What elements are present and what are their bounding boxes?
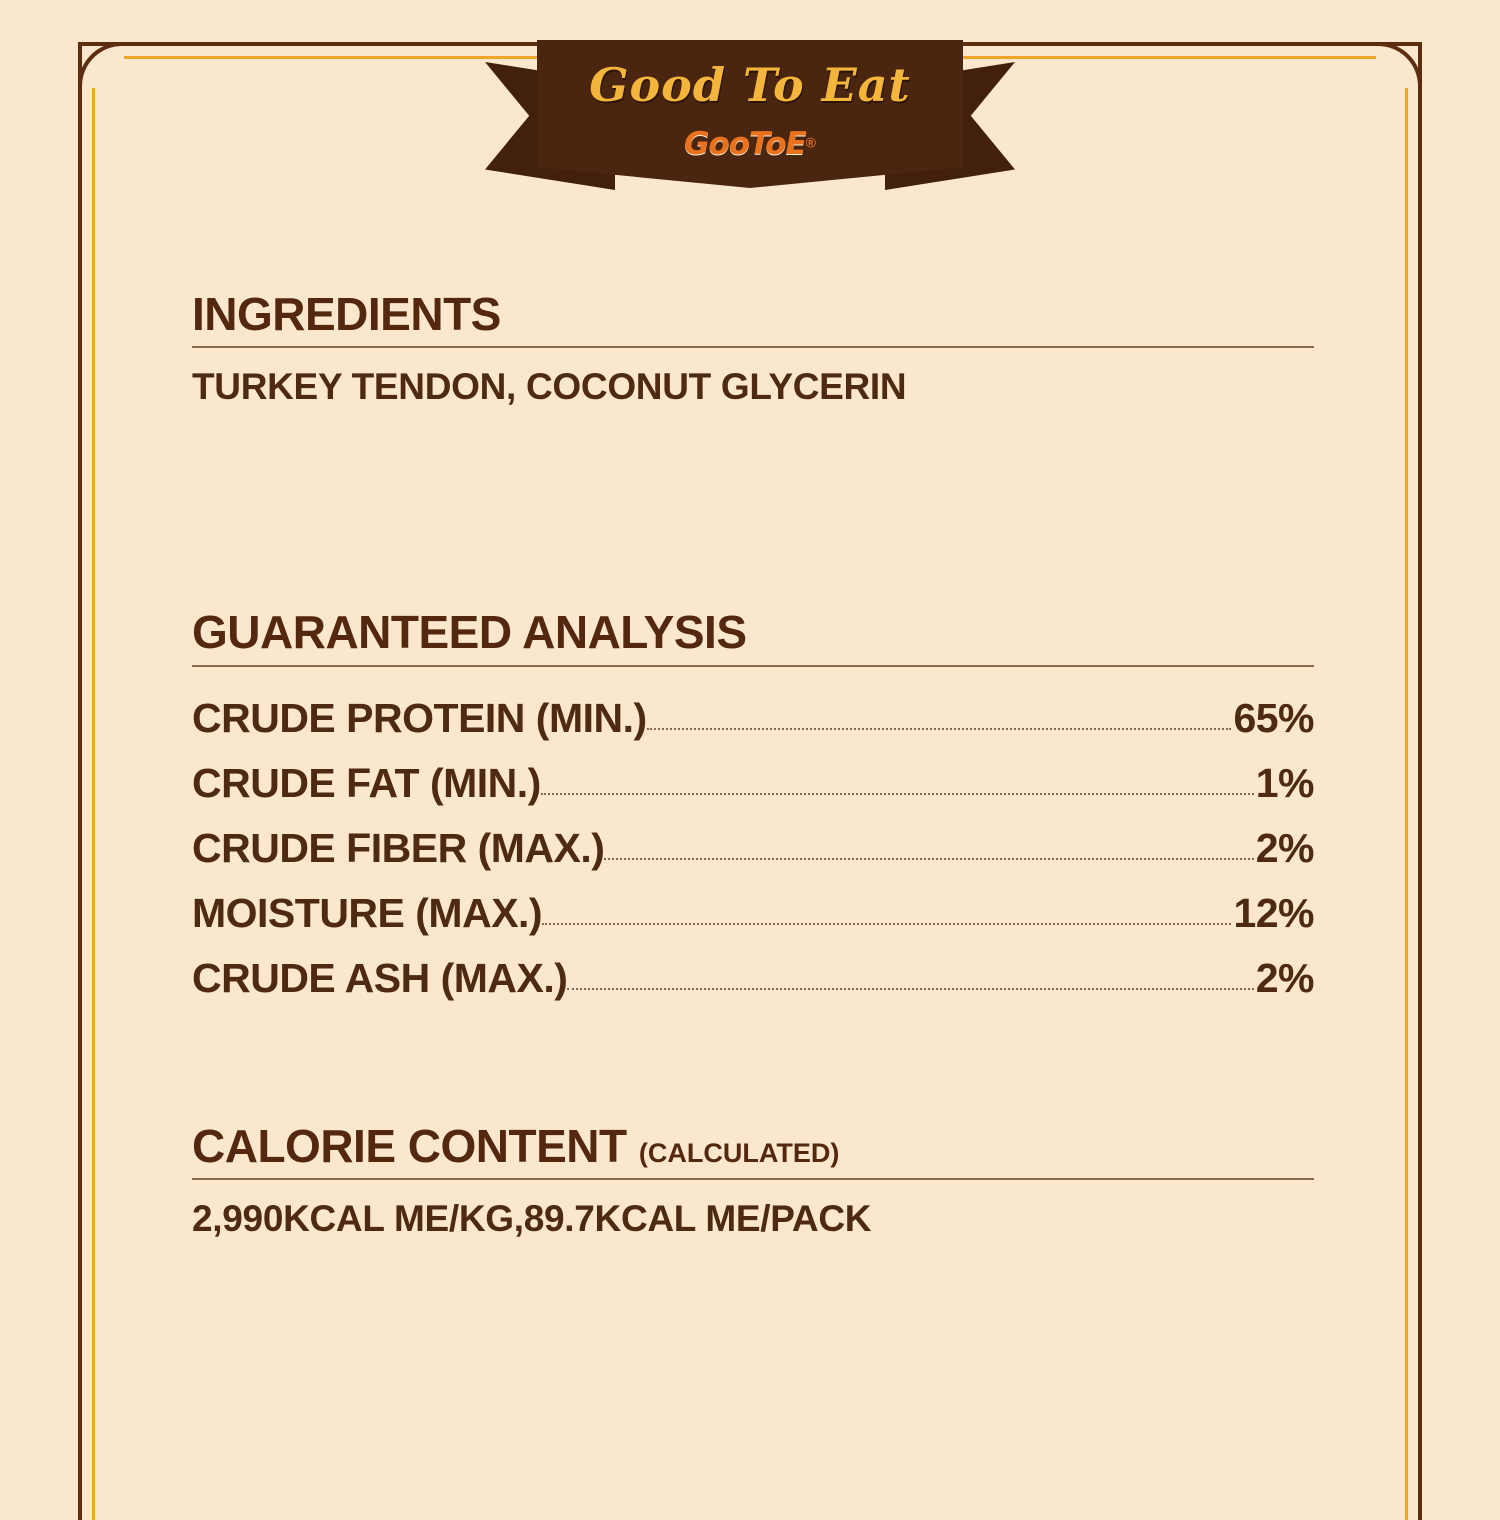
analysis-row <box>192 955 1314 1002</box>
section-ingredients <box>192 290 1314 408</box>
ribbon-shape <box>485 40 1015 200</box>
analysis-value: 2% <box>1255 824 1314 871</box>
analysis-value: 2% <box>1255 954 1314 1001</box>
leader-dots <box>647 727 1232 730</box>
leader-dots <box>604 857 1253 860</box>
analysis-value: 1% <box>1255 759 1314 806</box>
brand-script-name: Good To Eat <box>589 58 911 112</box>
spacer-after-ingredients <box>192 408 1314 608</box>
analysis-row <box>192 695 1314 742</box>
section-guaranteed-analysis <box>192 608 1314 1001</box>
analysis-value: 12% <box>1233 889 1314 936</box>
leader-dots <box>567 987 1253 990</box>
analysis-row <box>192 890 1314 937</box>
guaranteed-analysis-rows <box>192 667 1314 1002</box>
brand-mark-text: GooToE <box>684 126 806 162</box>
spacer-after-analysis <box>192 1002 1314 1122</box>
analysis-label: CRUDE ASH (MAX.) <box>192 954 568 1001</box>
analysis-row <box>192 825 1314 872</box>
ingredients-body: TURKEY TENDON, COCONUT GLYCERIN <box>192 366 907 408</box>
analysis-row <box>192 760 1314 807</box>
calorie-content-heading-suffix: (CALCULATED) <box>638 1137 840 1168</box>
label-content <box>192 290 1314 1240</box>
guaranteed-analysis-heading: GUARANTEED ANALYSIS <box>192 608 1314 666</box>
brand-ribbon <box>0 40 1500 210</box>
section-calorie-content <box>192 1119 1314 1240</box>
analysis-label: CRUDE FIBER (MAX.) <box>192 824 605 871</box>
leader-dots <box>542 922 1231 925</box>
analysis-value: 65% <box>1233 694 1314 741</box>
calorie-content-heading <box>192 1119 1314 1180</box>
analysis-label: MOISTURE (MAX.) <box>192 889 543 936</box>
analysis-label: CRUDE PROTEIN (MIN.) <box>192 694 647 741</box>
ingredients-heading: INGREDIENTS <box>192 290 1314 348</box>
analysis-label: CRUDE FAT (MIN.) <box>192 759 541 806</box>
leader-dots <box>541 792 1254 795</box>
brand-logo-mark <box>485 126 1015 162</box>
calorie-content-heading-main: CALORIE CONTENT <box>192 1119 627 1172</box>
calorie-content-body: 2,990KCAL ME/KG,89.7KCAL ME/PACK <box>192 1197 872 1239</box>
registered-trademark-icon: ® <box>805 134 816 151</box>
